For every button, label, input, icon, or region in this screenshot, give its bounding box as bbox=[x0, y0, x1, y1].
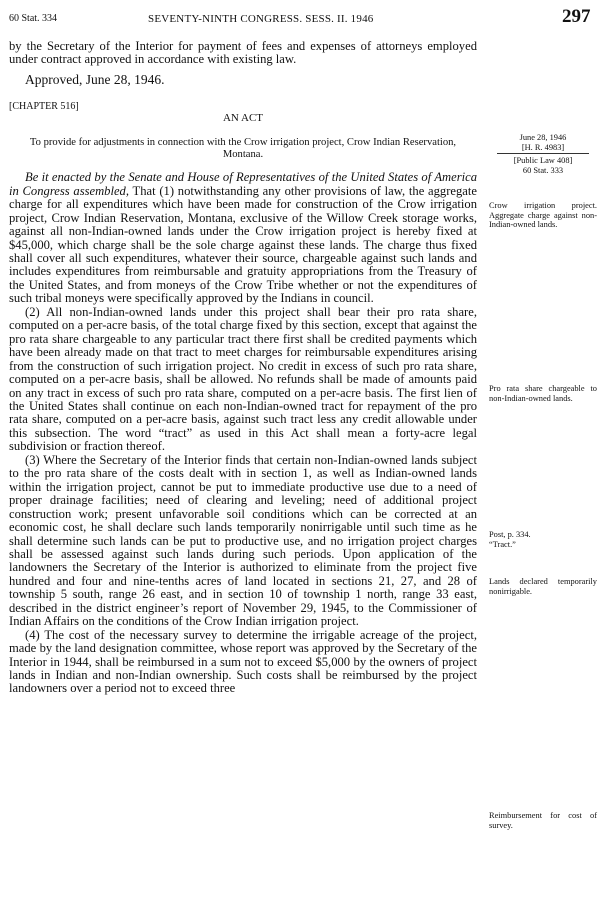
running-head: SEVENTY-NINTH CONGRESS. SESS. II. 1946 bbox=[148, 13, 374, 25]
margin-date: June 28, 1946 bbox=[519, 133, 567, 142]
margin-note-survey-reimbursement: Reimbursement for cost of survey. bbox=[489, 811, 597, 830]
section-4-paragraph: (4) The cost of the necessary survey to determine the irrigable acreage of the project, made by the land designation committee, whose report was approved by the Secretary of the Interior in 1944, shall be reimbursed in a sum not to exceed $5,000 by the owners of project lands in Indian and non-Indian ownership. Such costs shall be reimbursed by the project landowners over a period not to exceed three bbox=[9, 627, 477, 696]
margin-post-reference: Post, p. 334. bbox=[489, 530, 531, 539]
main-text bbox=[9, 40, 477, 696]
section-1-text: That (1) notwithstanding any other provisions of law, the aggregate charge for all expenditures which have been made for construction of the Crow irrigation project, Crow Indian Reservation, Montana, exclusive of the Willow Creek storage works, against all non-Indian-owned lands under the Crow irrigation project is hereby fixed at $45,000, which charge shall be the sole charge against these lands. The charge thus fixed shall cover all such expenditures, whatever their source, chargeable against such lands and includes expenditures from reimbursable and gratuity appropriations from the Treasury of the United States, and from moneys of the Crow Tribe whether or not the expenditures of such tribal moneys were specifically approved by the Indians in council. bbox=[9, 183, 477, 306]
margin-note-nonirrigable: Lands declared temporarily nonirrigable. bbox=[489, 577, 597, 596]
continuation-paragraph: by the Secretary of the Interior for payment of fees and expenses of attorneys employed under contract approved in accordance with existing law. bbox=[9, 39, 477, 67]
page-number: 297 bbox=[562, 6, 591, 27]
margin-citation-block bbox=[489, 133, 597, 175]
margin-bill-number: [H. R. 4983] bbox=[521, 142, 565, 152]
margin-note-tract bbox=[489, 530, 597, 549]
margin-public-law: [Public Law 408] bbox=[513, 156, 573, 166]
section-2-paragraph: (2) All non-Indian-owned lands under this project shall bear their pro rata share, computed on a per-acre basis, of the total charge fixed by this section, except that against the pro rata share chargeable to any particular tract there first shall be credited payments which have been already made on that tract to meet charges for reimbursable expenditures arising from the construction of such irrigation project. No credit in excess of such pro rata share, computed on a per-acre basis, shall be allowed. No refunds shall be made of amounts paid on any tract in excess of such pro rata share, computed on a per-acre basis. The first lien of the United States shall continue on each non-Indian-owned tract for repayment of the pro rata share, computed on a per-acre basis, against such tract less any credit allowable under this subsection. The word “tract” as used in this Act shall mean a forty-acre legal subdivision or fraction thereof. bbox=[9, 304, 477, 454]
act-title: AN ACT bbox=[222, 111, 264, 124]
enacting-formula: Be it enacted by the Senate and House of Representatives of the United States of America in Congress assembled, bbox=[9, 170, 477, 198]
act-purpose: To provide for adjustments in connection with the Crow irrigation project, Crow Indian Reservation, Montana. bbox=[29, 137, 457, 161]
margin-tract-label: “Tract.” bbox=[489, 539, 516, 549]
margin-note-pro-rata-share: Pro rata share chargeable to non-Indian-owned lands. bbox=[489, 384, 597, 403]
margin-stat-reference: 60 Stat. 333 bbox=[522, 165, 564, 175]
section-3-paragraph: (3) Where the Secretary of the Interior finds that certain non-Indian-owned lands subject to the pro rata share of the costs dealt with in section 1, as well as Indian-owned lands within the irrigation project, cannot be put to immediate productive use due to a need of proper drainage facilities; need of clearing and leveling; need of additional project construction work; present unfavorable soil conditions which can be corrected at an economic cost, he shall declare such lands temporarily nonirrigable until such time as he shall determine such lands can be put to productive use, and no irrigation project charges shall be assessed against such lands during such periods. Upon application of the landowners the Secretary of the Interior is authorized to eliminate from the project five hundred and four and nine-tenths acres of land located in sections 21, 27, and 28 of township 5 south, range 26 east, and in section 10 of township 1 north, range 33 east, described in the district engineer’s report of November 29, 1945, to the Commissioner of Indian Affairs on the conditions of the Crow Indian irrigation project. bbox=[9, 452, 477, 629]
approved-line: Approved, June 28, 1946. bbox=[25, 71, 165, 87]
chapter-label: [CHAPTER 516] bbox=[9, 101, 79, 113]
stat-citation: 60 Stat. 334 bbox=[9, 13, 58, 24]
enacting-clause bbox=[9, 171, 477, 306]
margin-divider bbox=[497, 153, 589, 154]
margin-note-crow-irrigation: Crow irrigation project. Aggregate charge against non-Indian-owned lands. bbox=[489, 201, 597, 230]
